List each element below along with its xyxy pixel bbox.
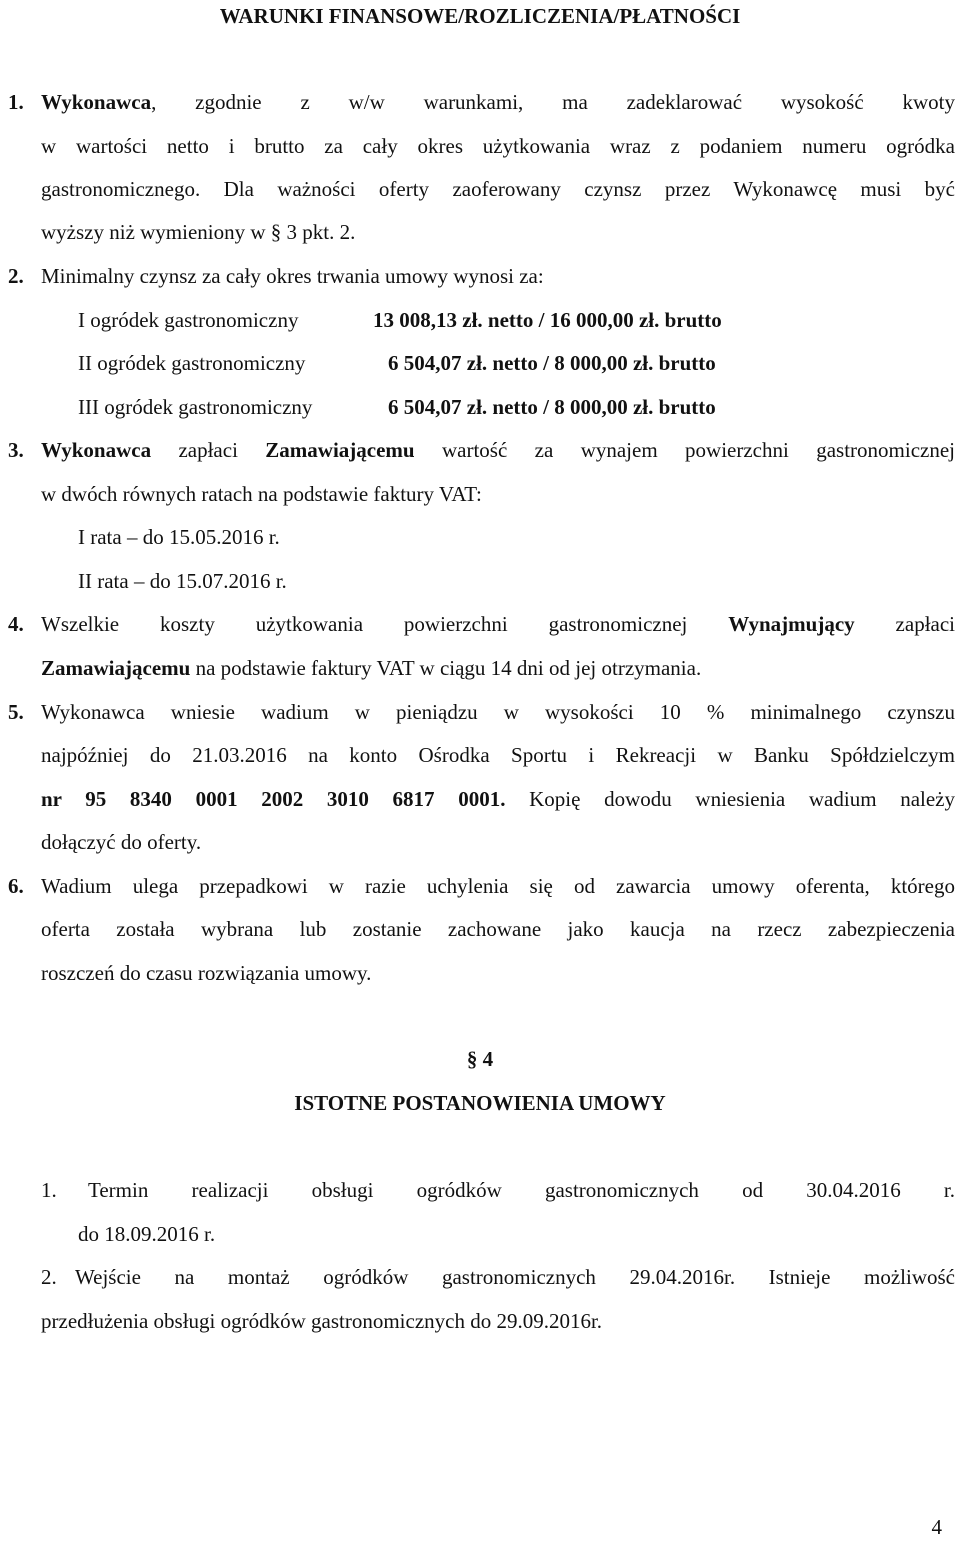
- item-6-number: 6.: [8, 874, 24, 898]
- installment-1: I rata – do 15.05.2016 r.: [78, 525, 280, 549]
- item-3-line-2: w dwóch równych ratach na podstawie faktury VAT:: [41, 482, 482, 506]
- page-number: 4: [931, 1515, 942, 1539]
- section-heading: WARUNKI FINANSOWE/ROZLICZENIA/PŁATNOŚCI: [219, 4, 741, 28]
- item-1-number: 1.: [8, 90, 24, 114]
- item-5-line-3-rest: Kopię dowodu wniesienia wadium należy: [505, 787, 955, 811]
- s4-item-1-number: 1.: [41, 1178, 57, 1202]
- rent-row-2-label: II ogródek gastronomiczny: [78, 351, 306, 375]
- s4-item-2-line-2: przedłużenia obsługi ogródków gastronomicznych do 29.09.2016r.: [41, 1309, 603, 1333]
- item-4-line-1: [41, 612, 955, 637]
- item-2-intro: Minimalny czynsz za cały okres trwania umowy wynosi za:: [41, 264, 544, 288]
- section-4-mark: § 4: [466, 1047, 494, 1071]
- item-5-line-3: [41, 787, 955, 812]
- item-3-text-b: wartość za wynajem powierzchni gastronomicznej: [414, 438, 955, 462]
- s4-item-1-line-2: do 18.09.2016 r.: [78, 1222, 216, 1246]
- s4-item-2-number: 2.: [41, 1265, 57, 1289]
- item-4-text-b: zapłaci: [854, 612, 956, 636]
- rent-row-2-amount: 6 504,07 zł. netto / 8 000,00 zł. brutto: [388, 351, 716, 375]
- item-1-line-1-bold: Wykonawca: [41, 90, 152, 114]
- section-4-title: ISTOTNE POSTANOWIENIA UMOWY: [294, 1091, 666, 1115]
- item-4-line-2-rest: na podstawie faktury VAT w ciągu 14 dni od jej otrzymania.: [190, 656, 702, 680]
- item-3-line-1: [41, 438, 955, 463]
- s4-item-2-line-1: Wejście na montaż ogródków gastronomicznych 29.04.2016r. Istnieje możliwość: [75, 1265, 955, 1289]
- item-4-number: 4.: [8, 612, 24, 636]
- installment-2: II rata – do 15.07.2016 r.: [78, 569, 287, 593]
- item-1-line-1: [41, 90, 955, 115]
- item-5-line-2: najpóźniej do 21.03.2016 na konto Ośrodka Sportu i Rekreacji w Banku Spółdzielczym: [41, 743, 955, 767]
- s4-item-1-line-1: Termin realizacji obsługi ogródków gastronomicznych od 30.04.2016 r.: [88, 1178, 955, 1202]
- item-1-line-3: gastronomicznego. Dla ważności oferty zaoferowany czynsz przez Wykonawcę musi być: [41, 177, 955, 201]
- item-3-number: 3.: [8, 438, 24, 462]
- item-4-line-2: [41, 656, 701, 681]
- bank-account-number: nr 95 8340 0001 2002 3010 6817 0001.: [41, 787, 506, 811]
- item-4-client: Zamawiającemu: [41, 656, 191, 680]
- item-2-number: 2.: [8, 264, 24, 288]
- item-3-client: Zamawiającemu: [265, 438, 415, 462]
- item-1-line-4: wyższy niż wymieniony w § 3 pkt. 2.: [41, 220, 356, 244]
- item-4-lessor: Wynajmujący: [728, 612, 855, 636]
- rent-row-3-amount: 6 504,07 zł. netto / 8 000,00 zł. brutto: [388, 395, 716, 419]
- item-5-line-4: dołączyć do oferty.: [41, 830, 202, 854]
- item-6-line-3: roszczeń do czasu rozwiązania umowy.: [41, 961, 372, 985]
- rent-row-3-label: III ogródek gastronomiczny: [78, 395, 313, 419]
- item-5-number: 5.: [8, 700, 24, 724]
- item-3-text-a: zapłaci: [151, 438, 266, 462]
- item-3-contractor: Wykonawca: [41, 438, 152, 462]
- rent-row-1-amount: 13 008,13 zł. netto / 16 000,00 zł. brutto: [373, 308, 722, 332]
- item-4-text-a: Wszelkie koszty użytkowania powierzchni gastronomicznej: [41, 612, 729, 636]
- item-6-line-1: Wadium ulega przepadkowi w razie uchylenia się od zawarcia umowy oferenta, którego: [41, 874, 955, 898]
- rent-row-1-label: I ogródek gastronomiczny: [78, 308, 299, 332]
- item-1-line-2: w wartości netto i brutto za cały okres użytkowania wraz z podaniem numeru ogródka: [41, 134, 955, 158]
- item-5-line-1: Wykonawca wniesie wadium w pieniądzu w wysokości 10 % minimalnego czynszu: [41, 700, 955, 724]
- item-6-line-2: oferta została wybrana lub zostanie zachowane jako kaucja na rzecz zabezpieczenia: [41, 917, 955, 941]
- item-1-line-1-rest: , zgodnie z w/w warunkami, ma zadeklarować wysokość kwoty: [151, 90, 955, 114]
